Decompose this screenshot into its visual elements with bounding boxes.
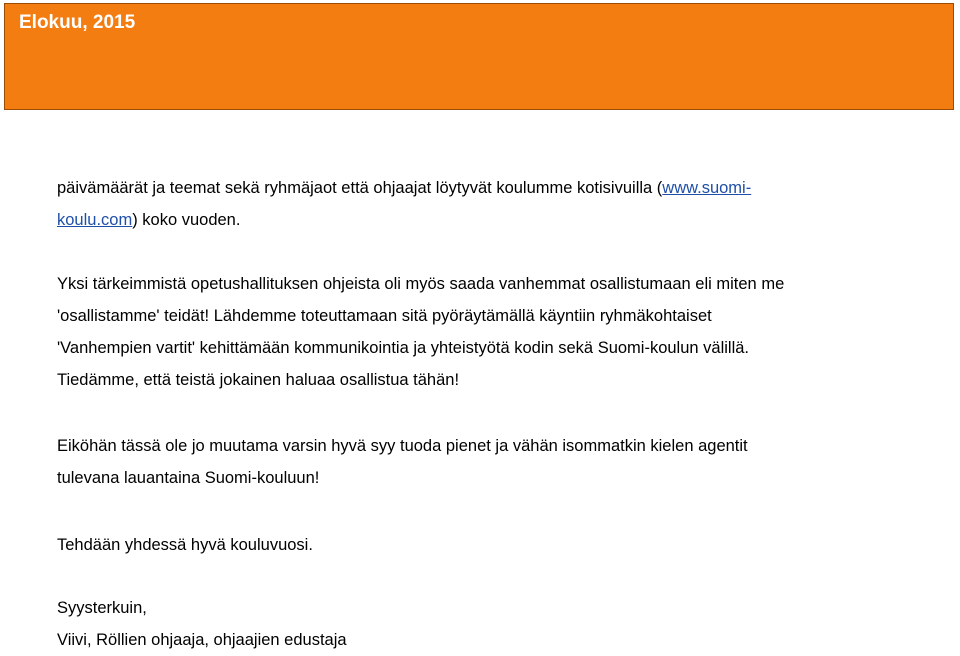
text-segment: ) koko vuoden. bbox=[132, 211, 241, 229]
text-line bbox=[57, 172, 937, 204]
text-line: Tiedämme, että teistä jokainen haluaa osallistua tähän! bbox=[57, 371, 460, 389]
website-link-part2[interactable]: koulu.com bbox=[57, 211, 133, 229]
header-banner bbox=[4, 3, 954, 110]
signature-line: Viivi, Röllien ohjaaja, ohjaajien edustaja bbox=[57, 631, 347, 649]
text-line: 'Vanhempien vartit' kehittämään kommunikointia ja yhteistyötä kodin sekä Suomi-koulun välillä. bbox=[57, 339, 750, 357]
paragraph-website-info bbox=[57, 172, 937, 236]
website-link-continued[interactable] bbox=[57, 211, 132, 229]
text-line: Yksi tärkeimmistä opetushallituksen ohjeista oli myös saada vanhemmat osallistumaan eli miten me bbox=[57, 275, 785, 293]
text-line: tulevana lauantaina Suomi-kouluun! bbox=[57, 469, 320, 487]
text-line bbox=[57, 204, 937, 236]
text-line: Tehdään yhdessä hyvä kouluvuosi. bbox=[57, 536, 313, 554]
greeting-line: Syysterkuin, bbox=[57, 599, 147, 617]
paragraph-invitation bbox=[57, 430, 937, 494]
text-line: 'osallistamme' teidät! Lähdemme toteuttamaan sitä pyöräytämällä käyntiin ryhmäkohtaiset bbox=[57, 307, 712, 325]
website-link[interactable] bbox=[662, 179, 751, 197]
website-link-part1[interactable]: www.suomi- bbox=[662, 179, 752, 197]
paragraph-parent-participation bbox=[57, 268, 937, 396]
text-segment: päivämäärät ja teemat sekä ryhmäjaot että ohjaajat löytyvät koulumme kotisivuilla ( bbox=[57, 179, 663, 197]
signature-block bbox=[57, 592, 937, 656]
header-title: Elokuu, 2015 bbox=[19, 12, 136, 33]
text-line: Eiköhän tässä ole jo muutama varsin hyvä syy tuoda pienet ja vähän isommatkin kielen agentit bbox=[57, 437, 748, 455]
paragraph-closing bbox=[57, 529, 937, 561]
